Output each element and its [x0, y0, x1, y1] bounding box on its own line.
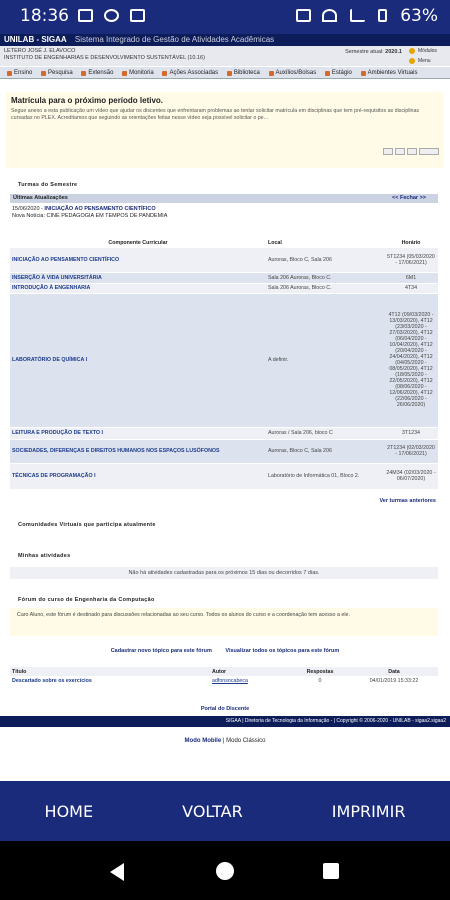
notice-title: Matrícula para o próximo período letivo. [11, 96, 164, 105]
back-triangle-icon[interactable] [110, 863, 124, 881]
home-circle-icon[interactable] [216, 862, 234, 880]
section-atividades: Minhas atividades [18, 553, 71, 559]
course-local: A definir. [266, 293, 384, 427]
user-buttons [406, 46, 450, 66]
section-forum: Fórum do curso de Engenharia da Computação [18, 597, 155, 603]
classic-mode-link[interactable]: Modo Clássico [226, 738, 266, 744]
menu-item-pesquisa[interactable]: Pesquisa [41, 70, 73, 76]
previous-classes-link[interactable]: Ver turmas anteriores [379, 498, 436, 504]
table-row [10, 439, 438, 463]
course-local: Sala 206 Auroras, Bloco C. [266, 283, 384, 293]
mode-switch: Modo Mobile | Modo Clássico [184, 738, 266, 744]
menu-item-acoes[interactable]: Ações Associadas [162, 70, 218, 76]
menu-item-biblioteca[interactable]: Biblioteca [227, 70, 260, 76]
user-name: LETERO JOSÉ J. ELAVOCO [4, 48, 76, 54]
signal-icon [350, 9, 365, 22]
news-course-link[interactable]: INICIAÇÃO AO PENSAMENTO CIENTÍFICO [44, 206, 156, 212]
system-nav [0, 841, 450, 900]
course-local: Auroras / Sala 206, bloco C [266, 427, 384, 439]
print-button[interactable]: IMPRIMIR [331, 801, 406, 821]
section-comunidades: Comunidades Virtuais que participa atualmente [18, 522, 156, 528]
table-row [10, 427, 438, 439]
video-icon [78, 9, 93, 22]
topic-author[interactable]: adfonsocabeca [212, 678, 248, 684]
course-link[interactable]: INICIAÇÃO AO PENSAMENTO CIENTÍFICO [10, 248, 266, 272]
forum-table [10, 667, 438, 686]
main-menu [0, 67, 450, 79]
forum-note: Caro Aluno, este fórum é destinado para discussões relacionadas ao seu curso. Todos os alunos do curso e a coordenação tem acesso a ele. [10, 608, 438, 636]
course-link[interactable]: LEITURA E PRODUÇÃO DE TEXTO I [10, 427, 266, 439]
parking-icon [104, 9, 119, 22]
menu-item-ambientes[interactable]: Ambientes Virtuais [361, 70, 418, 76]
home-button[interactable]: HOME [44, 801, 94, 821]
section-turmas: Turmas do Semestre [18, 182, 78, 188]
course-hour: 3T1234 [384, 427, 438, 439]
course-link[interactable]: TÉCNICAS DE PROGRAMAÇÃO I [10, 463, 266, 489]
col-autor: Autor [210, 667, 290, 676]
back-button[interactable]: VOLTAR [182, 801, 243, 821]
course-link[interactable]: INSERÇÃO À VIDA UNIVERSITÁRIA [10, 272, 266, 283]
menu-item-estagio[interactable]: Estágio [325, 70, 352, 76]
course-link[interactable]: LABORATÓRIO DE QUÍMICA I [10, 293, 266, 427]
notice-text: Segue anexo a esta publicação um vídeo que ajudar os discentes que enfrentaram problemas ao tentar solicitar matrícula em disciplinas que tem pré-requisitos as disciplinas cursadas no PLEX. Acreditamos que seguindo as orientações feitas nesse vídeo seja possível solicitar o pe... [11, 108, 420, 121]
bottom-nav [0, 781, 450, 841]
course-hour: 2T1234 (02/03/2020 - 17/06/2021) [384, 439, 438, 463]
topic-link[interactable]: Descartado sobre os exercícios [12, 678, 92, 684]
news-date: 15/06/2020 [12, 206, 40, 212]
menu-item-monitoria[interactable]: Monitoria [122, 70, 154, 76]
semester-info: Semestre atual: 2020.1 [345, 49, 402, 55]
course-hour: 4T12 (09/03/2020 - 13/03/2020), 4T12 (23/03/2020 - 27/03/2020), 4T12 (06/04/2020 - 10/04/2020), 4T12 (20/04/2020 - 24/04/2020), 4T12 (04/05/2020 - 08/05/2020), 4T12 (18/05/2020 - 22/05/2020), 4T12 (08/06/2020 - 12/06/2020), 4T12 (22/06/2020 - 26/06/2020) [384, 293, 438, 427]
close-icon[interactable] [419, 148, 439, 155]
turmas-table [10, 238, 438, 490]
menu-item-extensao[interactable]: Extensão [81, 70, 113, 76]
user-info [0, 46, 450, 66]
notice-controls [381, 142, 439, 160]
battery-percent: 63% [400, 6, 438, 26]
list-icon[interactable] [395, 148, 405, 155]
topic-replies: 0 [318, 678, 322, 684]
modules-button[interactable]: Módulos [406, 46, 450, 56]
view-topics-link[interactable]: Visualizar todos os tópicos para este fórum [225, 648, 340, 654]
table-row [10, 293, 438, 427]
new-topic-link[interactable]: Cadastrar novo tópico para este fórum [110, 648, 212, 654]
course-hour: 24M34 (02/03/2020 - 06/07/2020) [384, 463, 438, 489]
course-hour: 5T1234 (05/03/2020 - 17/06/2021) [384, 248, 438, 272]
prev-icon[interactable] [383, 148, 393, 155]
col-data: Data [350, 667, 438, 676]
app-header [0, 34, 450, 46]
col-titulo: Título [10, 667, 210, 676]
news-item: 15/06/2020 - INICIAÇÃO AO PENSAMENTO CIENTÍFICO Nova Notícia: CINE PEDAGOGIA EM TEMPOS DE PANDEMIA [12, 206, 432, 220]
cast-icon [296, 9, 311, 22]
course-hour: 6M1 [384, 272, 438, 283]
wifi-icon [322, 9, 337, 22]
footer: SIGAA | Diretoria de Tecnologia da Informação - | Copyright © 2006-2020 - UNILAB - sigaa2.sigaa2 [0, 716, 450, 727]
col-horario: Horário [401, 240, 421, 246]
menu-item-ensino[interactable]: Ensino [7, 70, 32, 76]
laptop-icon [130, 9, 145, 22]
portal-link[interactable]: Portal do Discente [200, 706, 250, 712]
app-subtitle: Sistema Integrado de Gestão de Atividades Acadêmicas [74, 35, 275, 44]
clock: 18:36 [20, 6, 69, 26]
app-title: UNILAB - SIGAA [4, 35, 67, 44]
course-local: Auroras, Bloco C, Sala 206 [266, 248, 384, 272]
no-activities: Não há atividades cadastradas para os próximos 15 dias ou decorridos 7 dias. [10, 567, 438, 579]
course-link[interactable]: SOCIEDADES, DIFERENÇAS E DIREITOS HUMANOS NOS ESPAÇOS LUSÓFONOS [10, 439, 266, 463]
topic-date: 04/01/2019 15:33:22 [369, 678, 419, 684]
mobile-mode-link[interactable]: Modo Mobile [184, 738, 222, 744]
forum-links [0, 648, 450, 654]
semester-value: 2020.1 [385, 49, 402, 55]
recents-square-icon[interactable] [323, 863, 339, 879]
table-row [10, 248, 438, 272]
col-respostas: Respostas [290, 667, 350, 676]
news-bar [10, 194, 438, 203]
course-link[interactable]: INTRODUÇÃO À ENGENHARIA [10, 283, 266, 293]
course-local: Auroras, Bloco C, Sala 206 [266, 439, 384, 463]
user-institute: INSTITUTO DE ENGENHARIAS E DESENVOLVIMENTO SUSTENTÁVEL (10.16) [4, 55, 205, 61]
col-componente: Componente Curricular [108, 240, 168, 246]
news-bar-title: Últimas Atualizações [13, 195, 68, 201]
notice-box [6, 92, 444, 168]
next-icon[interactable] [407, 148, 417, 155]
col-local: Local [268, 240, 282, 246]
menu-discente-button[interactable]: Menu [406, 56, 450, 66]
course-local: Laboratório de Informática 01, Bloco 2. [266, 463, 384, 489]
table-row [10, 676, 438, 686]
news-text[interactable]: Nova Notícia: CINE PEDAGOGIA EM TEMPOS DE PANDEMIA [12, 213, 168, 219]
battery-icon [378, 9, 387, 22]
table-row [10, 272, 438, 283]
menu-item-auxilios[interactable]: Auxílios/Bolsas [269, 70, 317, 76]
course-local: Sala 206 Auroras, Bloco C. [266, 272, 384, 283]
table-row [10, 283, 438, 293]
course-hour: 4T34 [384, 283, 438, 293]
status-bar [0, 0, 450, 34]
table-row [10, 463, 438, 489]
close-news-link[interactable]: << Fechar >> [392, 195, 426, 201]
